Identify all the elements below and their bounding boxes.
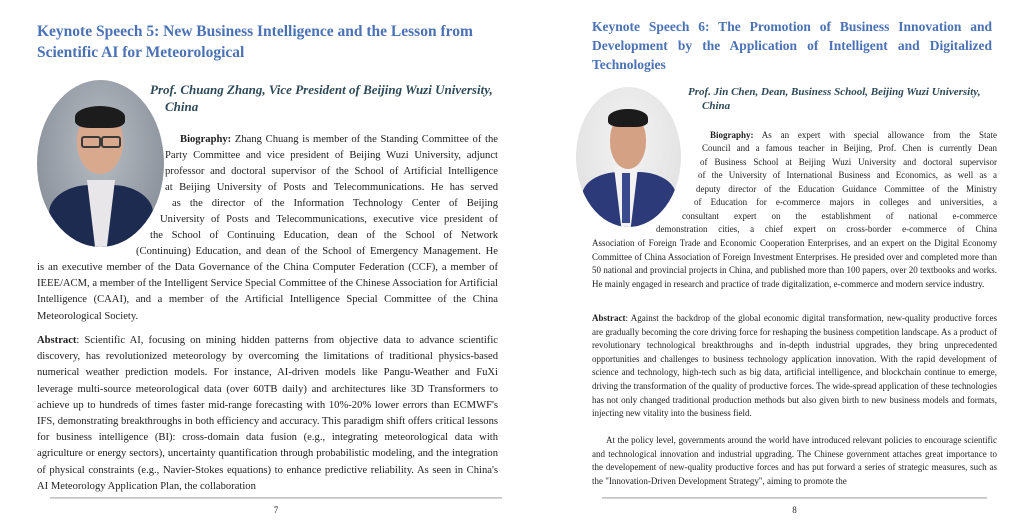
hair <box>75 106 125 128</box>
footer-rule <box>50 497 502 499</box>
speaker-name <box>688 85 1008 113</box>
biography-line: (Continuing) Education, and dean of the School of Emergency Management. He <box>136 246 498 257</box>
bio-line-7 <box>682 210 997 224</box>
bio-line-2 <box>702 142 997 156</box>
bio-line-6 <box>694 196 997 210</box>
keynote-5-title <box>37 21 497 63</box>
biography-line: the School of Continuing Education, dean of the School of Network <box>150 230 498 241</box>
abstract <box>37 333 498 495</box>
biography-line: Council and a famous teacher in Beijing, Prof. Chen is currently Dean <box>702 143 997 153</box>
footer-rule <box>602 497 987 499</box>
biography-line: of the University of International Business and Economics, as well as a <box>698 170 997 180</box>
biography-line: University of Posts and Telecommunications, executive vice president of <box>160 214 498 225</box>
bio-line-5 <box>172 196 498 212</box>
speaker-name <box>150 81 520 115</box>
biography-label: Biography: <box>710 130 754 140</box>
speaker-line: Prof. Chuang Zhang, Vice President of Beijing Wuzi University, <box>150 82 493 97</box>
biography-line: demonstration cities, a chief expert on cross-border e-commerce of China <box>656 224 997 234</box>
abstract-paragraph-2: At the policy level, governments around the world have introduced relevant policies to encourage scientific and technological innovation and industrial upgrading. The Chinese government attaches great importance to the developement of new-quality productive forces and has put forward a series of strategic measures, such as the "Innovation-Driven Development Strategy", aiming to promote the <box>592 435 997 486</box>
page-8 <box>562 0 1023 532</box>
bio-line-3 <box>165 164 498 180</box>
glasses-right <box>101 136 121 148</box>
page-number: 8 <box>792 505 797 515</box>
title-line: Technologies <box>592 57 666 72</box>
biography-line: of Business School at Beijing Wuzi University and doctoral supervisor <box>700 157 997 167</box>
speaker-line: Prof. Jin Chen, Dean, Business School, Beijing Wuzi University, <box>688 86 981 98</box>
biography-line: consultant expert on the establishment of national e-commerce <box>682 211 997 221</box>
title-line: Keynote Speech 5: New Business Intelligence and the Lesson from <box>37 23 473 40</box>
tie <box>622 173 630 223</box>
biography-continued: is an executive member of the Data Governance of the China Computer Federation (CCF), a member of IEEE/ACM, a member of the Intelligent Service Special Committee of the Chinese Association for Artificial Intelligence (CAAI), and a member of the Artificial Intelligence Special Committee of the China Meteorological Society. <box>37 262 498 322</box>
title-line: Scientific AI for Meteorological <box>37 44 245 61</box>
bio-line-8 <box>656 223 997 237</box>
biography-line: as the director of the Information Technology Center of Beijing <box>172 198 498 209</box>
speaker-photo-chuang-zhang <box>37 80 164 247</box>
hair <box>608 109 648 127</box>
abstract-text: : Scientific AI, focusing on mining hidden patterns from objective data to advance scientific discovery, has revolutionized meteorology by overcoming the limitations of traditional physics-based numerical weather prediction models. For instance, AI-driven models like Pangu-Weather and FuXi leverage multi-source meteorological data (over 60TB daily) and architectures like 3D Transformers to achieve up to hundreds of times faster mid-range forecasting with 10%-20% lower errors than ECMWF's IFS, demonstrating breakthroughs in both efficiency and accuracy. This paradigm shift offers critical lessons for business intelligence (BI): cross-domain data fusion (e.g., integrating meteorological data with agriculture or energy sectors), uncertainty quantification through probabilistic modeling, and the integration of physical constraints (e.g., Navier-Stokes equations) to enhance predictive reliability. As seen in China's AI Meteorology Application Plan, the collaboration <box>37 335 498 492</box>
speaker-country: China <box>165 99 199 114</box>
biography-label: Biography: <box>180 134 232 145</box>
title-line: Keynote Speech 6: The Promotion of Business Innovation and <box>592 19 992 34</box>
bio-line-4 <box>165 180 498 196</box>
bio-line-8 <box>136 244 498 260</box>
speaker-photo-jin-chen <box>576 87 681 227</box>
abstract-label: Abstract <box>37 335 77 346</box>
biography-line: professor and doctoral supervisor of the School of Artificial Intelligence <box>165 166 498 177</box>
glasses-left <box>81 136 101 148</box>
keynote-6-title <box>592 17 992 74</box>
bio-line-3 <box>700 156 997 170</box>
bio-line-5 <box>696 183 997 197</box>
biography-wrap <box>180 132 498 148</box>
biography-line: at Beijing University of Posts and Telecommunications. He has served <box>165 182 498 193</box>
abstract-text: : Against the backdrop of the global economic digital transformation, new-quality productive forces are gradually becoming the core driving force for reshaping the business competition landscape. As a product of revolutionary technological breakthroughs and in-depth industrial upgrades, they bring unprecedented opportunities and challenges to business technology application innovation. With the rapid development of science and technology, high-tech such as big data, artificial intelligence, and blockchain continue to emerge, driving the transformation of the quality of productive forces. The wide-spread application of these technologies has not only changed traditional production methods but also given birth to new business models and formats, injecting new vitality into the business field. <box>592 313 997 419</box>
biography-line: Party Committee and vice president of Beijing Wuzi University, adjunct <box>165 150 498 161</box>
biography-line: of Education for e-commerce majors in colleges and universities, a <box>694 197 997 207</box>
bio-line-6 <box>160 212 498 228</box>
bio-line-1 <box>710 129 997 143</box>
title-line: Development by the Application of Intelligent and Digitalized <box>592 38 992 53</box>
abstract-label: Abstract <box>592 313 626 323</box>
biography-line: As an expert with special allowance from the State <box>753 130 997 140</box>
bio-line-4 <box>698 169 997 183</box>
bio-line-7 <box>150 228 498 244</box>
biography-line: Zhang Chuang is member of the Standing Committee of the <box>231 134 498 145</box>
abstract <box>592 312 997 421</box>
bio-line-2 <box>165 148 498 164</box>
speaker-country: China <box>702 100 731 112</box>
biography-line: deputy director of the Education Guidance Committee of the Ministry <box>696 184 997 194</box>
biography-continued: Association of Foreign Trade and Economic Cooperation Enterprises, and an expert on the Digital Economy Committee of China Association of Foreign Investment Enterprises. He presided over and completed more than 50 national and provincial projects in China, and published more than 100 papers, over 20 textbooks and works. He mainly engaged in research and practice of trade digitalization, e-commerce and modern service industry. <box>592 238 997 289</box>
page-number: 7 <box>273 505 279 515</box>
